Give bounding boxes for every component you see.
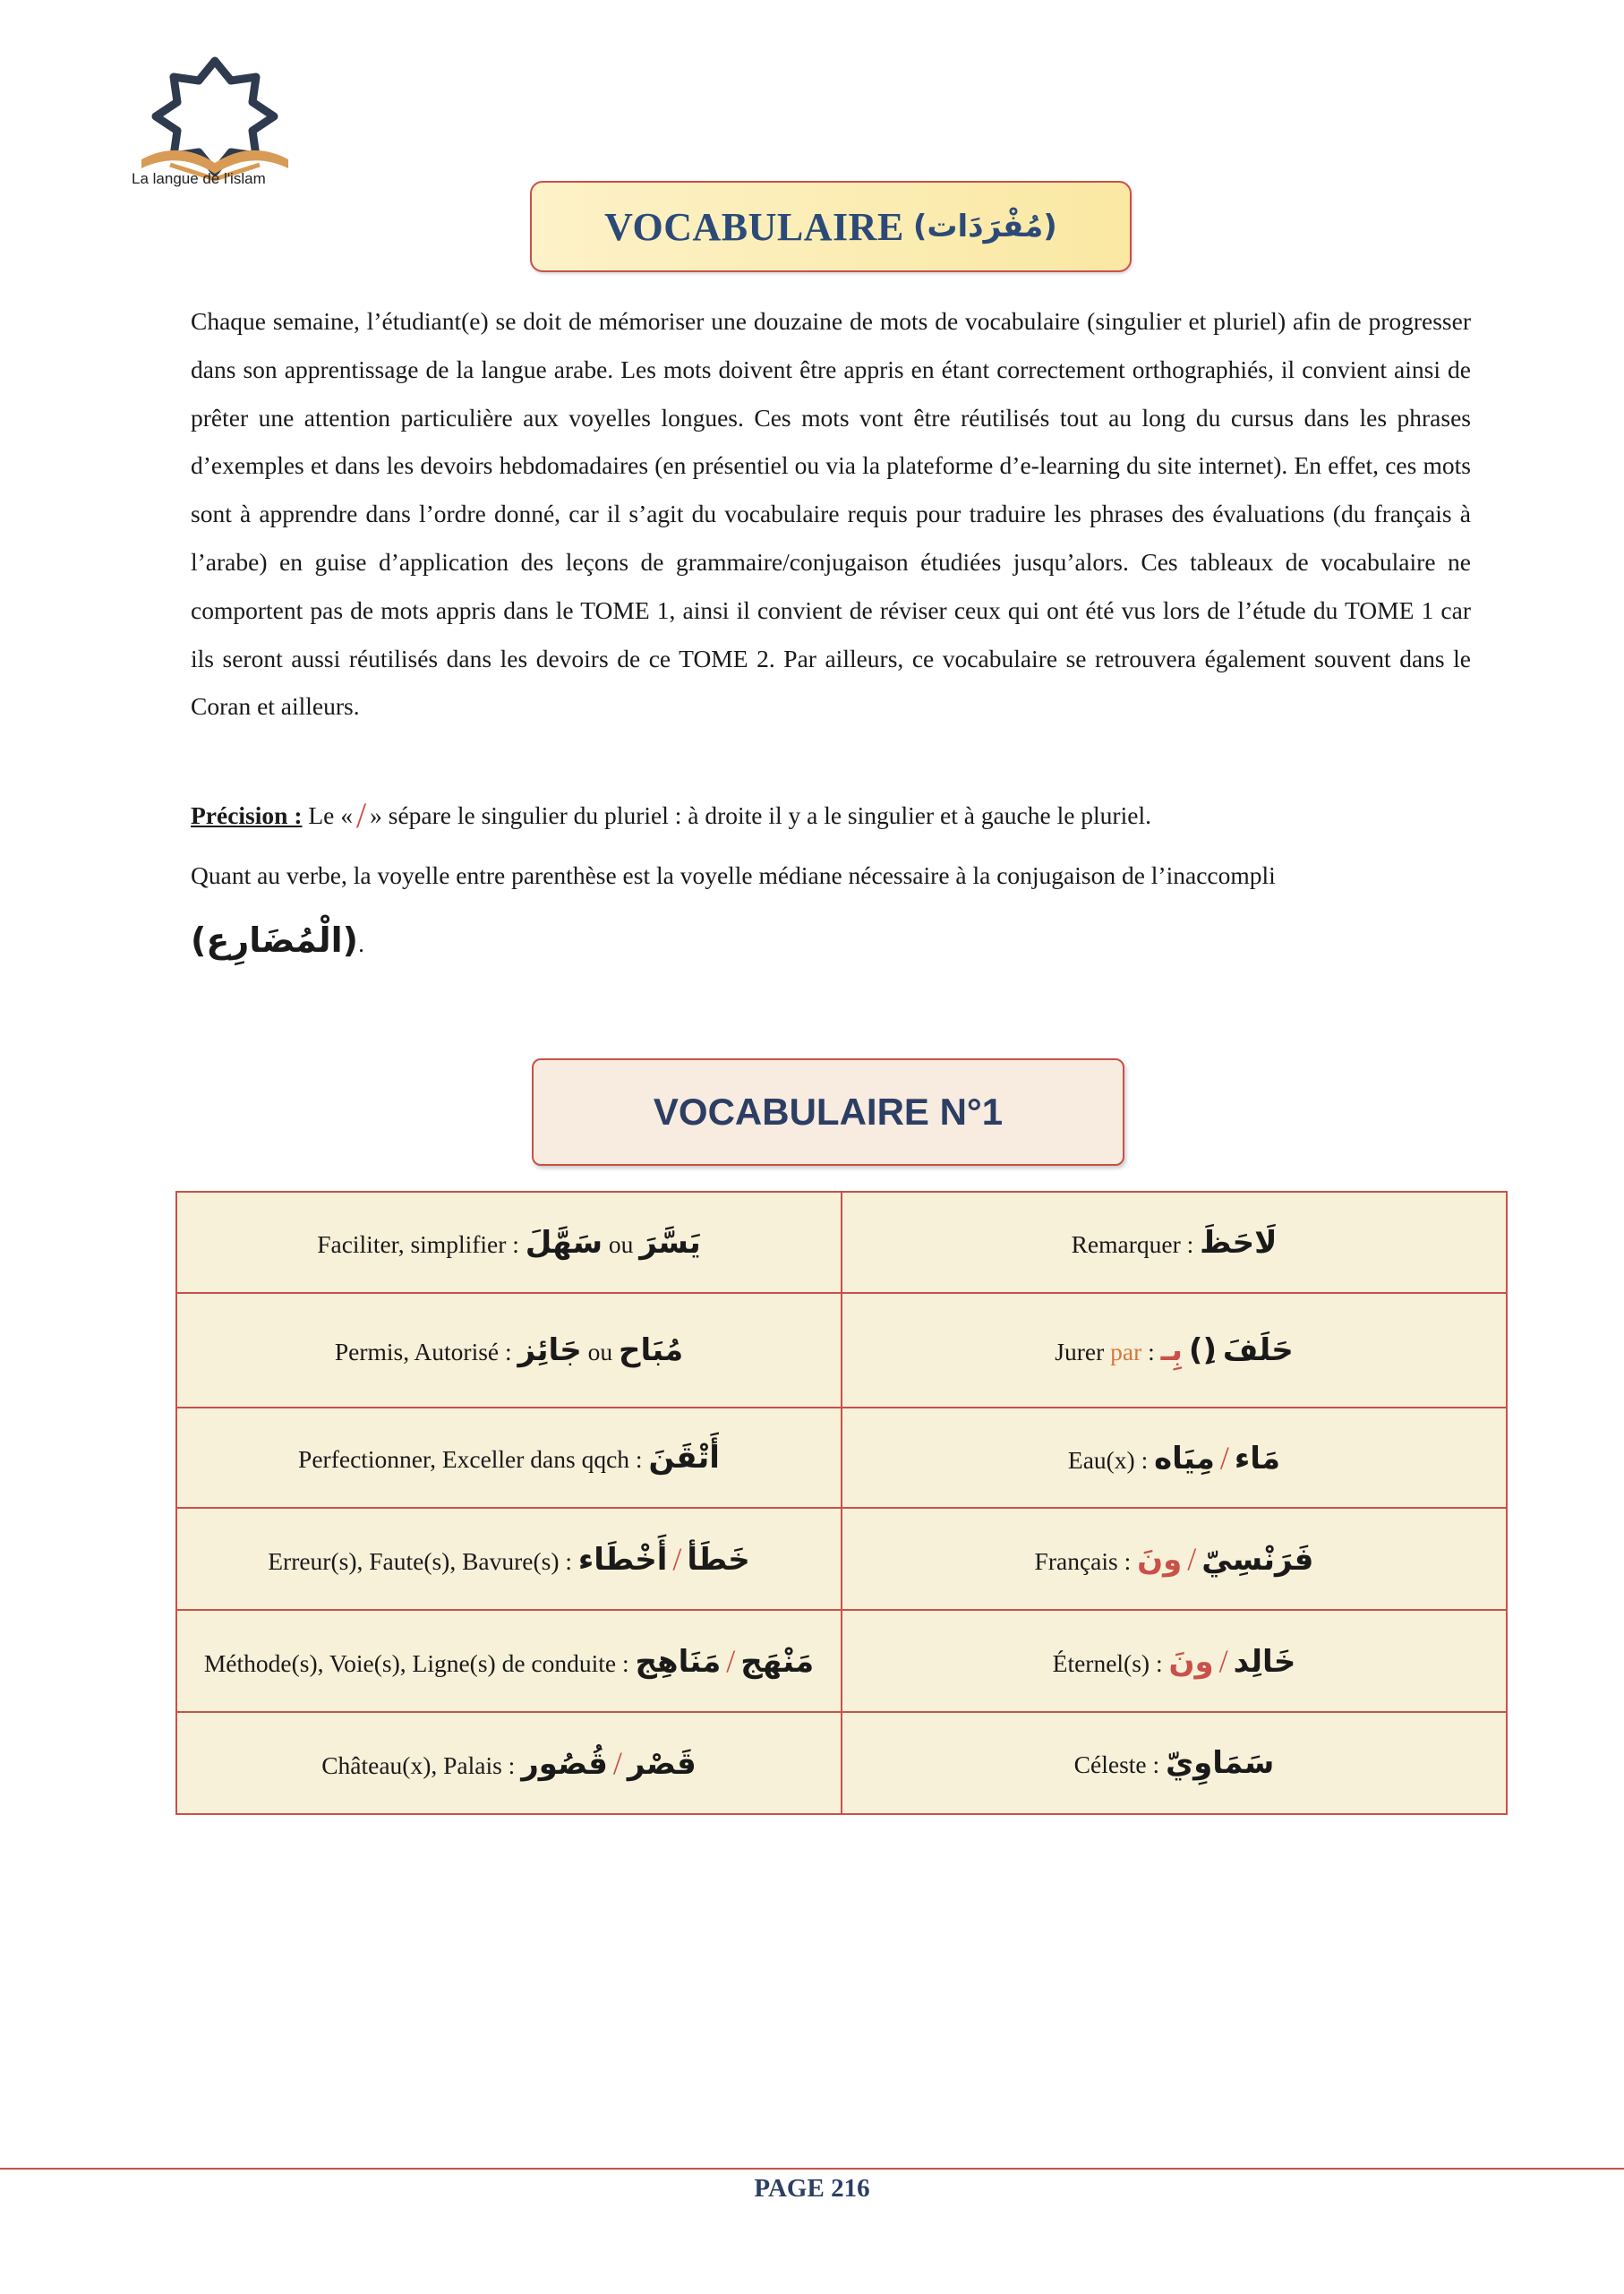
table-cell-left — [176, 1293, 842, 1408]
french-text: Français : — [1034, 1547, 1138, 1575]
table-row — [176, 1508, 1507, 1610]
table-cell-left — [176, 1192, 842, 1293]
arabic-singular: مَنْهَج — [740, 1644, 815, 1680]
table-cell-left — [176, 1610, 842, 1712]
page-title-box — [530, 181, 1132, 272]
verb-note-end: . — [358, 929, 364, 957]
arabic-word: سَهَّلَ — [525, 1224, 603, 1261]
table-row — [176, 1192, 1507, 1293]
table-cell-right — [842, 1192, 1507, 1293]
table-cell-right — [842, 1712, 1507, 1814]
preposition-label: par — [1110, 1338, 1142, 1365]
table-cell-right — [842, 1293, 1507, 1408]
table-cell-right — [842, 1508, 1507, 1610]
french-text: Eau(x) : — [1067, 1446, 1155, 1474]
arabic-singular: خَطَأ — [687, 1542, 750, 1578]
slash-separator: / — [672, 1541, 682, 1577]
section-title: VOCABULAIRE N°1 — [653, 1091, 1004, 1133]
slash-separator: / — [612, 1745, 622, 1781]
arabic-vowel: (ِ) — [1188, 1332, 1217, 1368]
french-text: Remarquer : — [1071, 1229, 1201, 1258]
table-cell-left — [176, 1408, 842, 1508]
table-row — [176, 1408, 1507, 1508]
precision-text-before: Le « — [302, 801, 353, 829]
slash-separator: / — [1219, 1440, 1229, 1476]
table-cell-right — [842, 1610, 1507, 1712]
precision-note — [191, 793, 1471, 838]
connector-text: ou — [603, 1229, 640, 1258]
french-text: Faciliter, simplifier : — [317, 1229, 526, 1258]
separator-text: : — [1141, 1338, 1161, 1365]
table-row — [176, 1293, 1507, 1408]
french-text: Perfectionner, Exceller dans qqch : — [298, 1445, 649, 1473]
arabic-word: جَائِز — [517, 1332, 582, 1368]
french-text: Jurer — [1055, 1338, 1111, 1365]
arabic-word: يَسَّرَ — [639, 1224, 701, 1261]
precision-label: Précision : — [191, 801, 303, 829]
arabic-word: مُبَاح — [618, 1332, 684, 1368]
table-row — [176, 1712, 1507, 1814]
verb-note-arabic: (الْمُضَارِع) — [191, 920, 359, 960]
arabic-singular: فَرَنْسِيّ — [1201, 1542, 1314, 1578]
arabic-word: حَلَفَ — [1222, 1332, 1294, 1368]
footer-divider — [0, 2168, 1624, 2170]
french-text: Permis, Autorisé : — [334, 1338, 518, 1365]
french-text: Château(x), Palais : — [321, 1751, 522, 1779]
connector-text: ou — [581, 1338, 619, 1365]
page-title: VOCABULAIRE — [604, 204, 904, 249]
arabic-singular: قَصْر — [627, 1746, 697, 1782]
table-cell-left — [176, 1712, 842, 1814]
table-cell-right — [842, 1408, 1507, 1508]
arabic-plural: مَنَاهِج — [635, 1644, 722, 1680]
arabic-plural: ونَ — [1168, 1644, 1214, 1680]
precision-text-after: » sépare le singulier du pluriel : à droite il y a le singulier et à gauche le pluriel. — [370, 801, 1151, 829]
page-title-arabic: (مُفْرَدَات) — [912, 209, 1057, 244]
page-number: PAGE 216 — [754, 2174, 870, 2203]
verb-note-arabic-line — [191, 913, 728, 971]
slash-separator: / — [1218, 1643, 1228, 1679]
arabic-singular: خَالِد — [1233, 1644, 1296, 1680]
arabic-word: أَتْقَنَ — [648, 1440, 720, 1476]
arabic-plural: ونَ — [1137, 1542, 1183, 1578]
section-title-box — [532, 1058, 1124, 1166]
french-text: Erreur(s), Faute(s), Bavure(s) : — [268, 1547, 578, 1575]
slash-separator: / — [726, 1643, 736, 1679]
arabic-word: لَاحَظَ — [1200, 1224, 1278, 1261]
vocabulary-table — [175, 1191, 1508, 1815]
slash-symbol: / — [356, 795, 367, 835]
arabic-word: سَمَاوِيّ — [1166, 1745, 1275, 1781]
verb-note: Quant au verbe, la voyelle entre parenthèse est la voyelle médiane nécessaire à la conjugaison de l’inaccompli — [191, 861, 1276, 889]
arabic-singular: مَاء — [1234, 1441, 1281, 1477]
arabic-preposition: بِـ — [1160, 1332, 1184, 1368]
arabic-plural: أَخْطَاء — [577, 1542, 668, 1578]
arabic-plural: قُصُور — [521, 1746, 608, 1782]
slash-separator: / — [1187, 1541, 1197, 1577]
logo-caption: La langue de l'islam — [132, 170, 266, 187]
arabic-plural: مِيَاه — [1154, 1441, 1215, 1477]
french-text: Méthode(s), Voie(s), Ligne(s) de conduite : — [203, 1649, 636, 1677]
table-row — [176, 1610, 1507, 1712]
table-cell-left — [176, 1508, 842, 1610]
intro-paragraph: Chaque semaine, l’étudiant(e) se doit de mémoriser une douzaine de mots de vocabulaire (singulier et pluriel) afin de progresser dans son apprentissage de la langue arabe. Les mots doivent être appris en étant correctement orthographiés, il convient ainsi de prêter une attention particulière aux voyelles longues. Ces mots vont être réutilisés tout au long du cursus dans les phrases d’exemples et dans les devoirs hebdomadaires (en présentiel ou via la plateforme d’e-learning du site internet). En effet, ces mots sont à apprendre dans l’ordre donné, car il s’agit du vocabulaire requis pour traduire les phrases des évaluations (du français à l’arabe) en guise d’application des leçons de grammaire/conjugaison étudiées jusqu’alors. Ces tableaux de vocabulaire ne comportent pas de mots appris dans le TOME 1, ainsi il convient de réviser ceux qui ont été vus lors de l’étude du TOME 1 car ils seront aussi réutilisés dans les devoirs de ce TOME 2. Par ailleurs, ce vocabulaire se retrouvera également souvent dans le Coran et ailleurs. — [191, 307, 1471, 721]
french-text: Éternel(s) : — [1052, 1649, 1169, 1677]
french-text: Céleste : — [1073, 1750, 1167, 1778]
